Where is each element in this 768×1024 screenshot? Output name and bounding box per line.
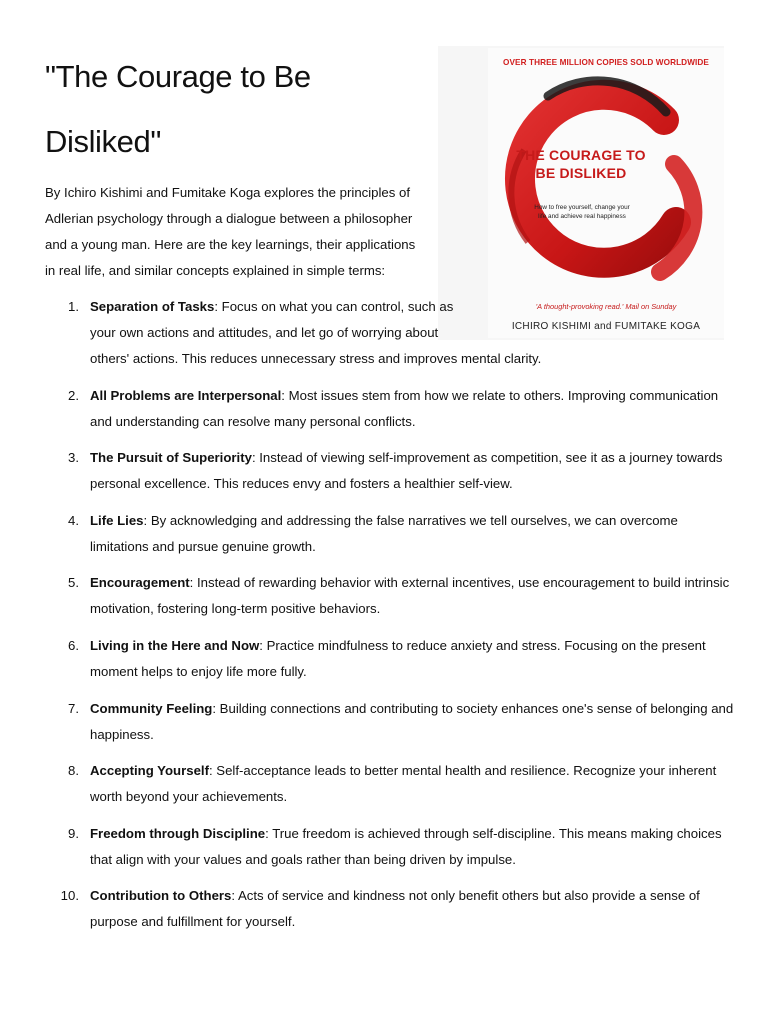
enso-circle-icon [488, 72, 724, 322]
list-term: All Problems are Interpersonal [90, 387, 282, 403]
list-number: 1. [68, 299, 79, 314]
list-item [45, 633, 735, 685]
intro-paragraph: By Ichiro Kishimi and Fumitake Koga explores the principles of Adlerian psychology through a dialogue between a philosopher and a young man. Here are the key learnings, their applications in real life, and similar concepts explained in simple terms: [45, 185, 416, 278]
list-description: : Acts of service and kindness not only benefit others but also provide a sense of purpose and fulfillment for yourself. [90, 888, 700, 930]
list-item [45, 696, 735, 748]
key-learnings-list [45, 294, 735, 946]
cover-title: THE COURAGE TO BE DISLIKED [516, 147, 646, 181]
list-term: Freedom through Discipline [90, 825, 266, 841]
list-item [45, 758, 735, 810]
list-description: : Most issues stem from how we relate to others. Improving communication and understanding can resolve many personal conflicts. [90, 387, 719, 429]
list-item [45, 821, 735, 873]
list-term: Community Feeling [90, 700, 213, 716]
list-term: Separation of Tasks [90, 299, 215, 314]
list-description: : Instead of viewing self-improvement as competition, see it as a journey towards personal excellence. This reduces envy and fosters a healthier self-view. [90, 450, 723, 492]
cover-tagline: OVER THREE MILLION COPIES SOLD WORLDWIDE [503, 58, 709, 67]
cover-quote: 'A thought-provoking read.' Mail on Sunday [535, 302, 677, 311]
list-description: : Focus on what you can control, such as your own actions and attitudes, and let go of worrying about others' actions. This reduces unnecessary stress and improves mental clarity. [90, 299, 542, 366]
list-item [45, 508, 735, 560]
list-term: Contribution to Others [90, 888, 232, 904]
list-description: : Practice mindfulness to reduce anxiety and stress. Focusing on the present moment helps to enjoy life more fully. [90, 637, 706, 679]
list-item [45, 383, 735, 435]
list-term: The Pursuit of Superiority [90, 450, 252, 466]
list-number: 8. [68, 763, 79, 779]
list-number: 4. [68, 512, 79, 528]
cover-subtitle: How to free yourself, change your life and achieve real happiness [534, 204, 630, 220]
list-term: Living in the Here and Now [90, 637, 260, 653]
list-number: 5. [68, 575, 79, 591]
list-item [45, 570, 735, 622]
list-number: 7. [68, 700, 79, 716]
list-term: Accepting Yourself [90, 763, 209, 779]
list-description: : Self-acceptance leads to better mental health and resilience. Recognize your inherent worth beyond your achievements. [90, 763, 717, 805]
list-description: : True freedom is achieved through self-discipline. This means making choices that align with your values and goals rather than being driven by impulse. [90, 825, 722, 867]
list-description: : Instead of rewarding behavior with external incentives, use encouragement to build intrinsic motivation, fostering long-term positive behaviors. [90, 575, 730, 617]
list-term: Life Lies [90, 512, 144, 528]
list-number: 6. [68, 637, 79, 653]
list-number: 2. [68, 387, 79, 403]
cover-authors: ICHIRO KISHIMI and FUMITAKE KOGA [511, 321, 701, 332]
list-item [45, 883, 735, 935]
list-item [45, 294, 735, 372]
list-term: Encouragement [90, 575, 190, 591]
list-item [45, 445, 735, 497]
list-description: : By acknowledging and addressing the false narratives we tell ourselves, we can overcome limitations and pursue genuine growth. [90, 512, 678, 554]
list-number: 10. [60, 888, 79, 904]
list-number: 3. [68, 450, 79, 466]
page-title: "The Courage to Be Disliked" [45, 59, 311, 159]
list-number: 9. [68, 825, 79, 841]
list-description: : Building connections and contributing to society enhances one's sense of belonging and happiness. [90, 700, 734, 742]
